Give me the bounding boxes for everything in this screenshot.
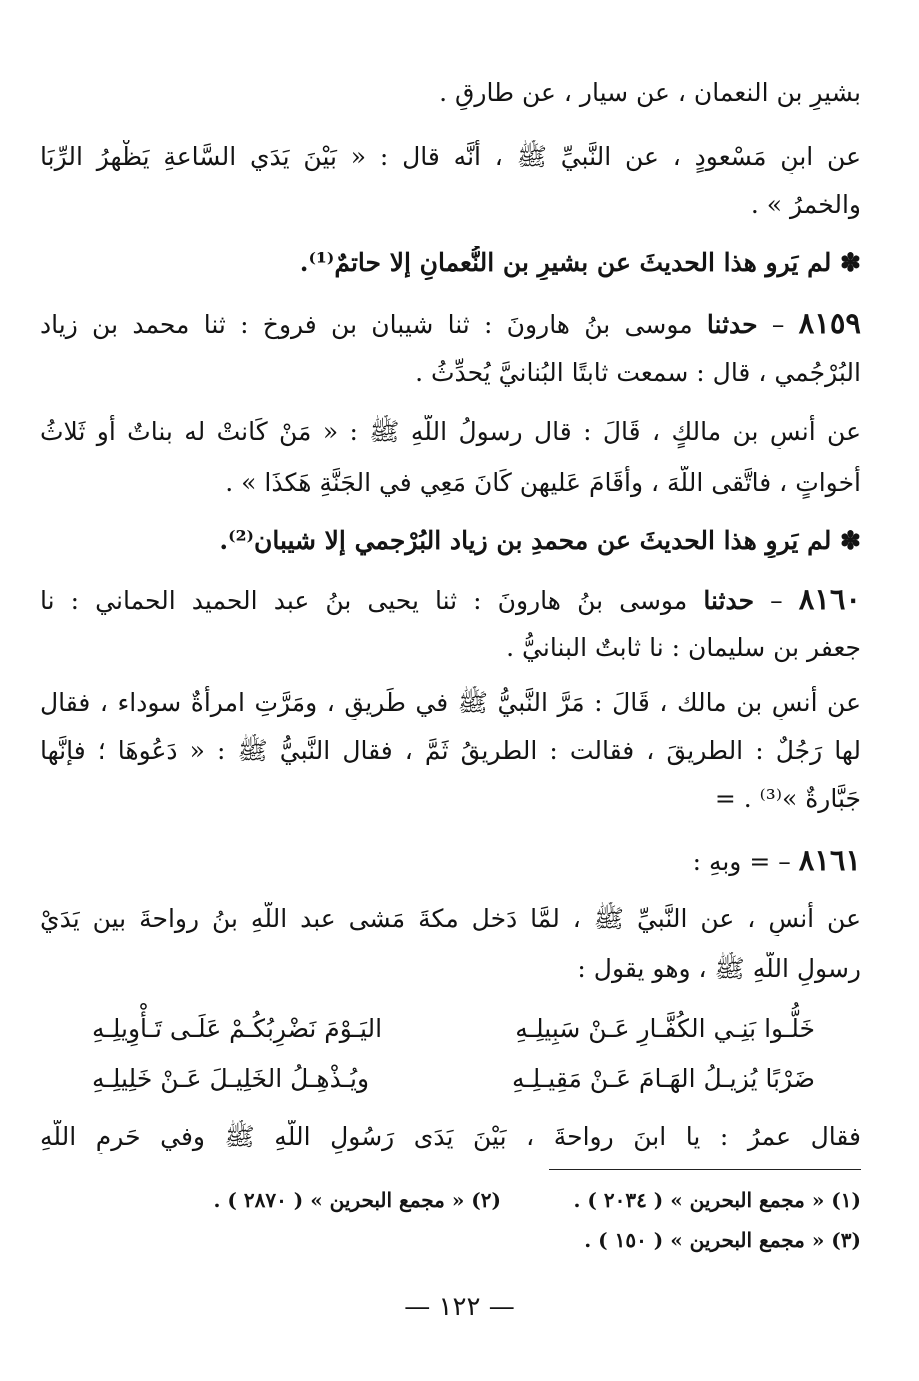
poem-line-2-second-half: ويُـذْهِـلُ الخَلِيـلَ عَـنْ خَلِيلِـهِ bbox=[92, 1064, 370, 1093]
hadith-number: ٨١٥٩ bbox=[798, 306, 861, 340]
text-line-1: بشيرِ بن النعمان ، عن سيار ، عن طارقٍ . bbox=[439, 78, 861, 107]
poem-line-2-first-half: ضَرْبًا يُزيـلُ الهَـامَ عَـنْ مَقِيـلِـهِ bbox=[511, 1064, 815, 1093]
footnote-2: (٢) « مجمع البحرين » ( ٢٨٧٠ ) . bbox=[213, 1188, 501, 1212]
text-line-6: عن أنسِ بن مالكٍ ، قَالَ : قال رسولُ اللَّهِ ﷺ : « مَنْ كَانتْ له بناتٌ أو ثَلاثُ bbox=[40, 417, 861, 446]
text-line-12: جَبَّارةٌ »⁽³⁾ . = bbox=[714, 784, 861, 813]
text-line-9: جعفر بن سليمان : نا ثابتٌ البنانيُّ . bbox=[506, 633, 861, 662]
text-line-11: لها رَجُلٌ : الطريقَ ، فقالت : الطريقُ ثَمَّ ، فقال النَّبيُّ ﷺ : « دَعُوهَا ؛ فإنَّها bbox=[40, 736, 861, 765]
hadith-8159-line-1: ٨١٥٩ – حدثنا موسى بنُ هارونَ : ثنا شيبان بن فروخ : ثنا محمد بن زياد bbox=[40, 306, 861, 340]
text-line-15: رسولِ اللَّهِ ﷺ ، وهو يقول : bbox=[577, 954, 861, 983]
hadith-8161-line-1: ٨١٦١ – = وبهِ : bbox=[692, 843, 861, 877]
footnote-rule bbox=[549, 1169, 861, 1170]
text-line-7: أَخواتٍ ، فاتَّقى اللَّهَ ، وأَقَامَ عَليهن كَانَ مَعِي في الجَنَّةِ هَكذَا » . bbox=[225, 468, 861, 497]
poem-line-1-second-half: اليَـوْمَ نَضْرِبُكُـمْ عَلَـى تَـأْوِيلِـهِ bbox=[92, 1014, 383, 1043]
poem-line-1-first-half: خَلُّـوا بَنِـي الكُفَّـارِ عَـنْ سَبِيلِـهِ bbox=[515, 1014, 815, 1043]
hadith-lead: حدثنا bbox=[703, 586, 755, 615]
hadith-text: موسى بنُ هارونَ : ثنا شيبان بن فروخ : ثنا محمد بن زياد bbox=[40, 310, 693, 339]
footnote-3: (٣) « مجمع البحرين » ( ١٥٠ ) . bbox=[584, 1228, 861, 1252]
text-line-14: عن أَنسٍ ، عن النَّبيِّ ﷺ ، لمَّا دَخل مكةَ مَشى عبد اللَّهِ بنُ رواحةَ بين يَدَيْ bbox=[40, 904, 861, 933]
hadith-text: موسى بنُ هارونَ : ثنا يحيى بنُ عبد الحميد الحماني : نا bbox=[40, 586, 688, 615]
text-line-5: البُرْجُمي ، قال : سمعت ثابتًا البُنانيَّ يُحدِّثُ . bbox=[415, 358, 861, 387]
page-number: — ١٢٢ — bbox=[404, 1292, 515, 1322]
note-line-2: ✽ لم يَروِ هذا الحديثَ عن محمدِ بن زياد البُرْجمي إلا شيبان⁽²⁾. bbox=[219, 526, 861, 555]
hadith-text: = وبهِ : bbox=[692, 847, 771, 876]
hadith-lead: حدثنا bbox=[706, 310, 758, 339]
hadith-number: ٨١٦١ bbox=[798, 843, 861, 877]
note-line-1: ✽ لم يَرو هذا الحديثَ عن بشيرِ بن النُّعمانِ إلا حاتمٌ⁽¹⁾. bbox=[299, 248, 861, 277]
text-line-16: فقال عمرُ : يا ابنَ رواحةَ ، بَيْنَ يَدَى رَسُولِ اللَّهِ ﷺ وفي حَرمِ اللَّهِ bbox=[40, 1122, 861, 1151]
footnote-1: (١) « مجمع البحرين » ( ٢٠٣٤ ) . bbox=[573, 1188, 861, 1212]
text-line-2: عن ابنِ مَسْعودٍ ، عن النَّبيِّ ﷺ ، أنَّه قال : « بَيْنَ يَدَي السَّاعةِ يَظْهرُ الرِّبَا bbox=[40, 142, 861, 171]
hadith-8160-line-1: ٨١٦٠ – حدثنا موسى بنُ هارونَ : ثنا يحيى بنُ عبد الحميد الحماني : نا bbox=[40, 582, 861, 616]
text-line-3: والخمرُ » . bbox=[750, 190, 861, 219]
hadith-number: ٨١٦٠ bbox=[798, 582, 861, 616]
text-line-10: عن أنسِ بن مالك ، قَالَ : مَرَّ النَّبيُّ ﷺ في طَريقٍ ، ومَرَّتِ امرأةٌ سوداء ، فقال bbox=[40, 688, 861, 717]
